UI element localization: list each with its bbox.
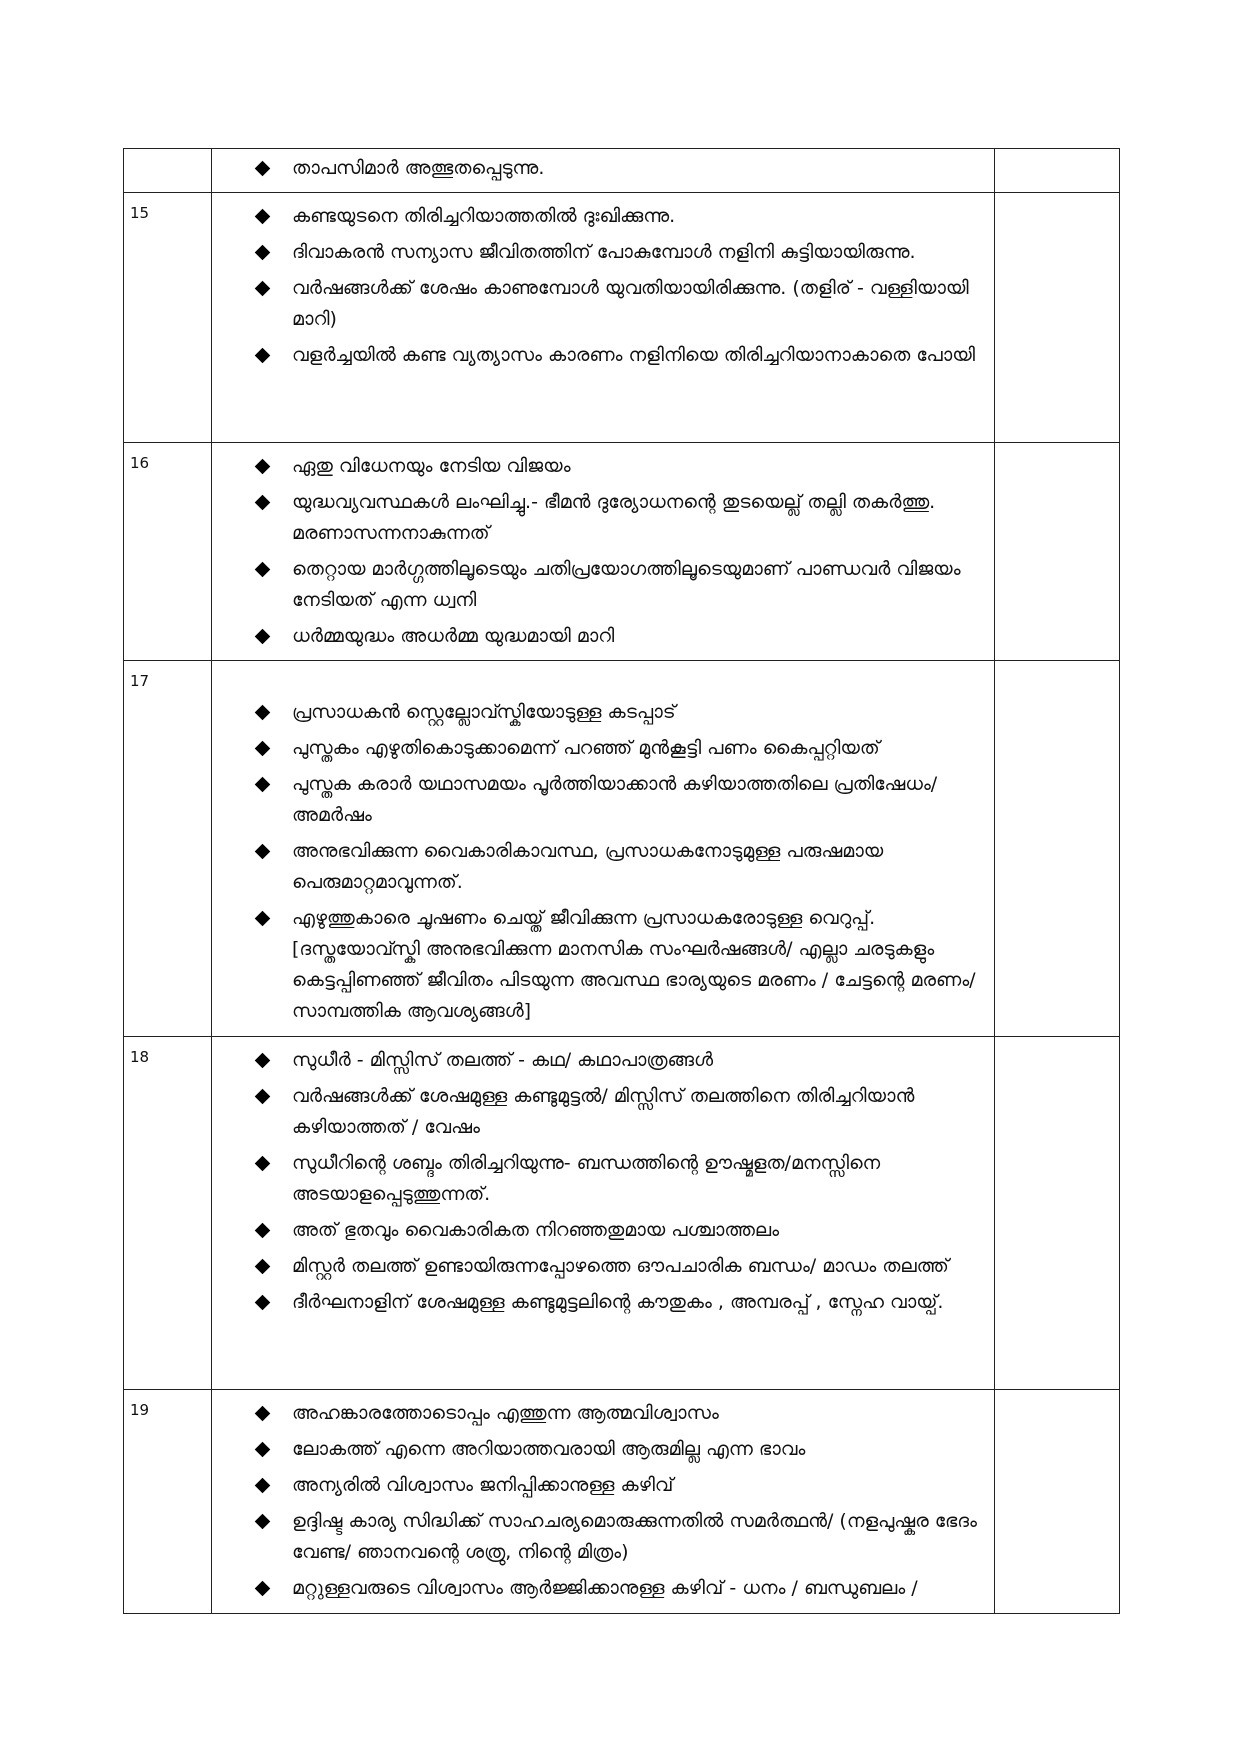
list-item: പുസ്തക കരാർ യഥാസമയം പൂർത്തിയാക്കാൻ കഴിയാത്തതിലെ പ്രതിഷേധം/ അമർഷം xyxy=(212,769,986,831)
diamond-bullet-icon xyxy=(255,1406,271,1422)
list-item: എഴുത്തുകാരെ ചൂഷണം ചെയ്ത് ജീവിക്കുന്ന പ്രസാധകരോടുള്ള വെറുപ്പ്. [ദസ്തയോവ്സ്കി അനുഭവിക്കുന്ന മാനസിക സംഘർഷങ്ങൾ/ എല്ലാ ചരടുകളും കെട്ടപ്പിണഞ്ഞ് ജീവിതം പിടയുന്ന അവസ്ഥ ഭാര്യയുടെ മരണം / ചേട്ടന്റെ മരണം/സാമ്പത്തിക ആവശ്യങ്ങൾ] xyxy=(212,903,986,1027)
list-item: അഹങ്കാരത്തോടൊപ്പം എത്തുന്ന ആത്മവിശ്വാസം xyxy=(212,1398,986,1429)
table-row xyxy=(124,443,1120,661)
answer-points-cell xyxy=(212,193,995,443)
list-item: ലോകത്ത് എന്നെ അറിയാത്തവരായി ആരുമില്ല എന്ന ഭാവം xyxy=(212,1434,986,1465)
table-row xyxy=(124,193,1120,443)
question-number: 19 xyxy=(124,1390,212,1614)
marks-cell xyxy=(995,1390,1120,1614)
diamond-bullet-icon xyxy=(255,281,271,297)
list-item: അന്യരിൽ വിശ്വാസം ജനിപ്പിക്കാനുള്ള കഴിവ് xyxy=(212,1470,986,1501)
answer-points-cell xyxy=(212,443,995,661)
diamond-bullet-icon xyxy=(255,1223,271,1239)
list-item: മിസ്റ്റർ തലത്ത് ഉണ്ടായിരുന്നപ്പോഴത്തെ ഔപചാരിക ബന്ധം/ മാഡം തലത്ത് xyxy=(212,1251,986,1282)
list-item: ഏതു വിധേനയും നേടിയ വിജയം xyxy=(212,451,986,482)
table-row xyxy=(124,149,1120,193)
diamond-bullet-icon xyxy=(255,1259,271,1275)
diamond-bullet-icon xyxy=(255,495,271,511)
list-item: മറ്റുള്ളവരുടെ വിശ്വാസം ആർജ്ജിക്കാനുള്ള കഴിവ് - ധനം / ബന്ധുബലം / xyxy=(212,1573,986,1604)
diamond-bullet-icon xyxy=(255,741,271,757)
list-item: ദിവാകരൻ സന്യാസ ജീവിതത്തിന് പോകുമ്പോൾ നളിനി കുട്ടിയായിരുന്നു. xyxy=(212,237,986,268)
list-item: അനുഭവിക്കുന്ന വൈകാരികാവസ്ഥ, പ്രസാധകനോടുമുള്ള പരുഷമായ പെരുമാറ്റമാവുന്നത്. xyxy=(212,836,986,898)
table-row xyxy=(124,661,1120,1037)
diamond-bullet-icon xyxy=(255,1053,271,1069)
diamond-bullet-icon xyxy=(255,1478,271,1494)
diamond-bullet-icon xyxy=(255,1156,271,1172)
diamond-bullet-icon xyxy=(255,562,271,578)
list-item: ഉദ്ദിഷ്ട കാര്യ സിദ്ധിക്ക് സാഹചര്യമൊരുക്കുന്നതിൽ സമർത്ഥൻ/ (നളപുഷ്കര ഭേദം വേണ്ട/ ഞാനവന്റെ ശത്രു, നിന്റെ മിത്രം) xyxy=(212,1506,986,1568)
table-row xyxy=(124,1390,1120,1614)
question-number: 15 xyxy=(124,193,212,443)
marks-cell xyxy=(995,1037,1120,1390)
diamond-bullet-icon xyxy=(255,348,271,364)
diamond-bullet-icon xyxy=(255,1089,271,1105)
diamond-bullet-icon xyxy=(255,911,271,927)
answer-points-cell xyxy=(212,661,995,1037)
diamond-bullet-icon xyxy=(255,209,271,225)
marks-cell xyxy=(995,443,1120,661)
list-item: വർഷങ്ങൾക്ക് ശേഷമുള്ള കണ്ടുമുട്ടൽ/ മിസ്സിസ് തലത്തിനെ തിരിച്ചറിയാൻ കഴിയാത്തത് / വേഷം xyxy=(212,1081,986,1143)
list-item: വളർച്ചയിൽ കണ്ട വ്യത്യാസം കാരണം നളിനിയെ തിരിച്ചറിയാനാകാതെ പോയി xyxy=(212,340,986,371)
list-item: അത് ഭുതവും വൈകാരികത നിറഞ്ഞതുമായ പശ്ചാത്തലം xyxy=(212,1215,986,1246)
table-row xyxy=(124,1037,1120,1390)
question-number: 17 xyxy=(124,661,212,1037)
marks-cell xyxy=(995,661,1120,1037)
marks-cell xyxy=(995,193,1120,443)
diamond-bullet-icon xyxy=(255,629,271,645)
list-item: താപസിമാർ അത്ഭുതപ്പെടുന്നു. xyxy=(212,153,986,184)
list-item: തെറ്റായ മാർഗ്ഗത്തിലൂടെയും ചതിപ്രയോഗത്തിലൂടെയുമാണ് പാണ്ഡവർ വിജയം നേടിയത് എന്ന ധ്വനി xyxy=(212,554,986,616)
diamond-bullet-icon xyxy=(255,1514,271,1530)
diamond-bullet-icon xyxy=(255,1442,271,1458)
diamond-bullet-icon xyxy=(255,1295,271,1311)
diamond-bullet-icon xyxy=(255,161,271,177)
list-item: വർഷങ്ങൾക്ക് ശേഷം കാണുമ്പോൾ യുവതിയായിരിക്കുന്നു. (തളിര് - വള്ളിയായി മാറി) xyxy=(212,273,986,335)
answer-key-table xyxy=(123,148,1120,1614)
diamond-bullet-icon xyxy=(255,1581,271,1597)
marks-cell xyxy=(995,149,1120,193)
list-item: സുധീർ - മിസ്സിസ് തലത്ത് - കഥ/ കഥാപാത്രങ്ങൾ xyxy=(212,1045,986,1076)
answer-points-cell xyxy=(212,1037,995,1390)
list-item: പുസ്തകം എഴുതികൊടുക്കാമെന്ന് പറഞ്ഞ് മുൻകൂട്ടി പണം കൈപ്പറ്റിയത് xyxy=(212,733,986,764)
diamond-bullet-icon xyxy=(255,459,271,475)
list-item: സുധീറിന്റെ ശബ്ദം തിരിച്ചറിയുന്നു- ബന്ധത്തിന്റെ ഊഷ്മളത/മനസ്സിനെ അടയാളപ്പെടുത്തുന്നത്. xyxy=(212,1148,986,1210)
diamond-bullet-icon xyxy=(255,245,271,261)
list-item: പ്രസാധകൻ സ്റ്റെല്ലോവ്സ്കിയോടുള്ള കടപ്പാട് xyxy=(212,697,986,728)
list-item: ധർമ്മയുദ്ധം അധർമ്മ യുദ്ധമായി മാറി xyxy=(212,621,986,652)
list-item: യുദ്ധവ്യവസ്ഥകൾ ലംഘിച്ചു.- ഭീമൻ ദുര്യോധനന്റെ തുടയെല്ല് തല്ലി തകർത്തു. മരണാസന്നനാകുന്നത് xyxy=(212,487,986,549)
answer-points-cell xyxy=(212,149,995,193)
diamond-bullet-icon xyxy=(255,844,271,860)
diamond-bullet-icon xyxy=(255,705,271,721)
diamond-bullet-icon xyxy=(255,777,271,793)
question-number xyxy=(124,149,212,193)
list-item: ദീർഘനാളിന് ശേഷമുള്ള കണ്ടുമുട്ടലിന്റെ കൗതുകം , അമ്പരപ്പ് , സ്നേഹ വായ്പ്. xyxy=(212,1287,986,1318)
question-number: 16 xyxy=(124,443,212,661)
question-number: 18 xyxy=(124,1037,212,1390)
answer-points-cell xyxy=(212,1390,995,1614)
list-item: കണ്ടയുടനെ തിരിച്ചറിയാത്തതിൽ ദുഃഖിക്കുന്നു. xyxy=(212,201,986,232)
